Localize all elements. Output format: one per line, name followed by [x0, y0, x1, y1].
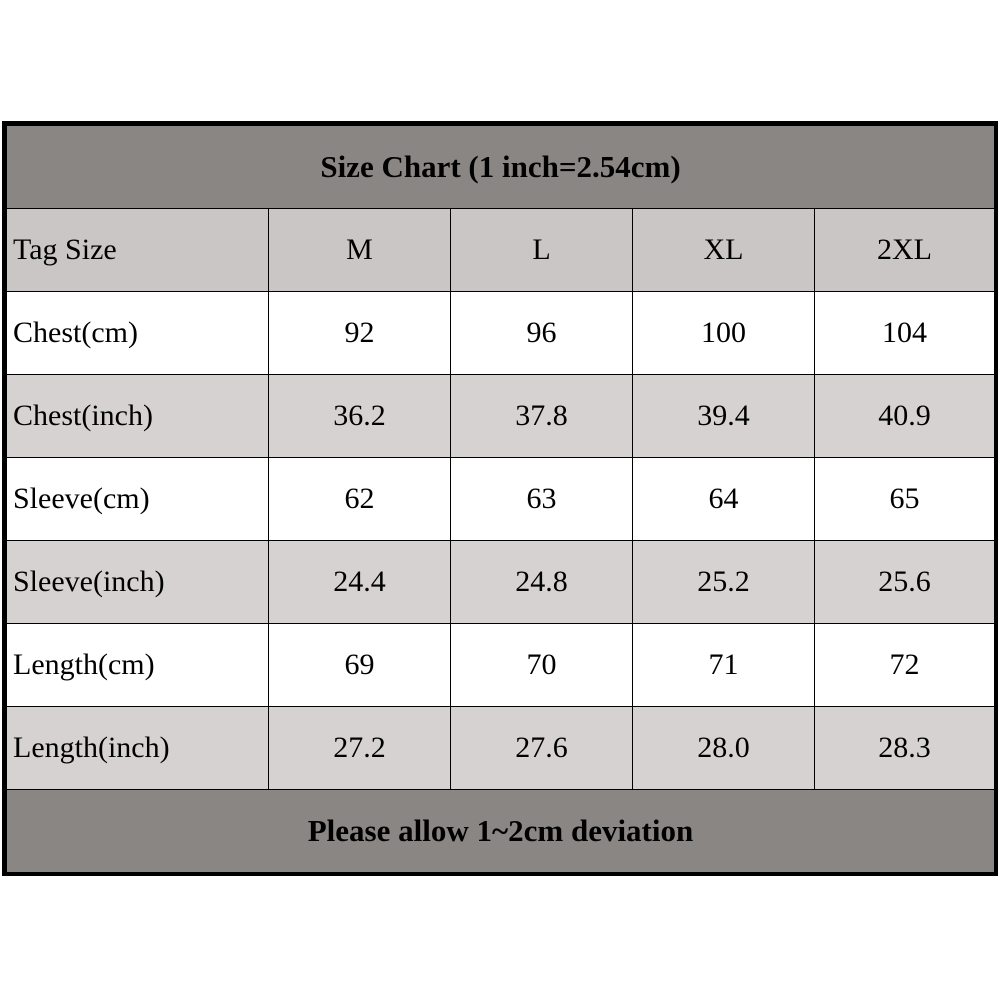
cell-value: 28.3	[815, 707, 995, 790]
column-header-2xl: 2XL	[815, 209, 995, 292]
cell-value: 100	[633, 292, 815, 375]
size-table	[6, 125, 995, 873]
cell-value: 24.4	[269, 541, 451, 624]
cell-value: 72	[815, 624, 995, 707]
row-label: Sleeve(cm)	[7, 458, 269, 541]
table-row	[7, 375, 995, 458]
cell-value: 64	[633, 458, 815, 541]
column-header-xl: XL	[633, 209, 815, 292]
cell-value: 63	[451, 458, 633, 541]
row-label: Sleeve(inch)	[7, 541, 269, 624]
size-chart-table	[2, 121, 998, 876]
cell-value: 70	[451, 624, 633, 707]
table-row	[7, 292, 995, 375]
row-label: Chest(inch)	[7, 375, 269, 458]
cell-value: 24.8	[451, 541, 633, 624]
cell-value: 36.2	[269, 375, 451, 458]
table-row	[7, 707, 995, 790]
cell-value: 69	[269, 624, 451, 707]
cell-value: 25.6	[815, 541, 995, 624]
table-row	[7, 458, 995, 541]
row-label: Chest(cm)	[7, 292, 269, 375]
title-row	[7, 126, 995, 209]
column-header-tag-size: Tag Size	[7, 209, 269, 292]
cell-value: 40.9	[815, 375, 995, 458]
column-header-m: M	[269, 209, 451, 292]
cell-value: 27.6	[451, 707, 633, 790]
deviation-note: Please allow 1~2cm deviation	[7, 790, 995, 873]
table-row	[7, 624, 995, 707]
cell-value: 37.8	[451, 375, 633, 458]
header-row	[7, 209, 995, 292]
cell-value: 39.4	[633, 375, 815, 458]
cell-value: 96	[451, 292, 633, 375]
cell-value: 62	[269, 458, 451, 541]
column-header-l: L	[451, 209, 633, 292]
cell-value: 27.2	[269, 707, 451, 790]
table-row	[7, 541, 995, 624]
cell-value: 71	[633, 624, 815, 707]
cell-value: 65	[815, 458, 995, 541]
cell-value: 92	[269, 292, 451, 375]
chart-title: Size Chart (1 inch=2.54cm)	[7, 126, 995, 209]
row-label: Length(cm)	[7, 624, 269, 707]
cell-value: 25.2	[633, 541, 815, 624]
row-label: Length(inch)	[7, 707, 269, 790]
cell-value: 28.0	[633, 707, 815, 790]
cell-value: 104	[815, 292, 995, 375]
footer-row	[7, 790, 995, 873]
